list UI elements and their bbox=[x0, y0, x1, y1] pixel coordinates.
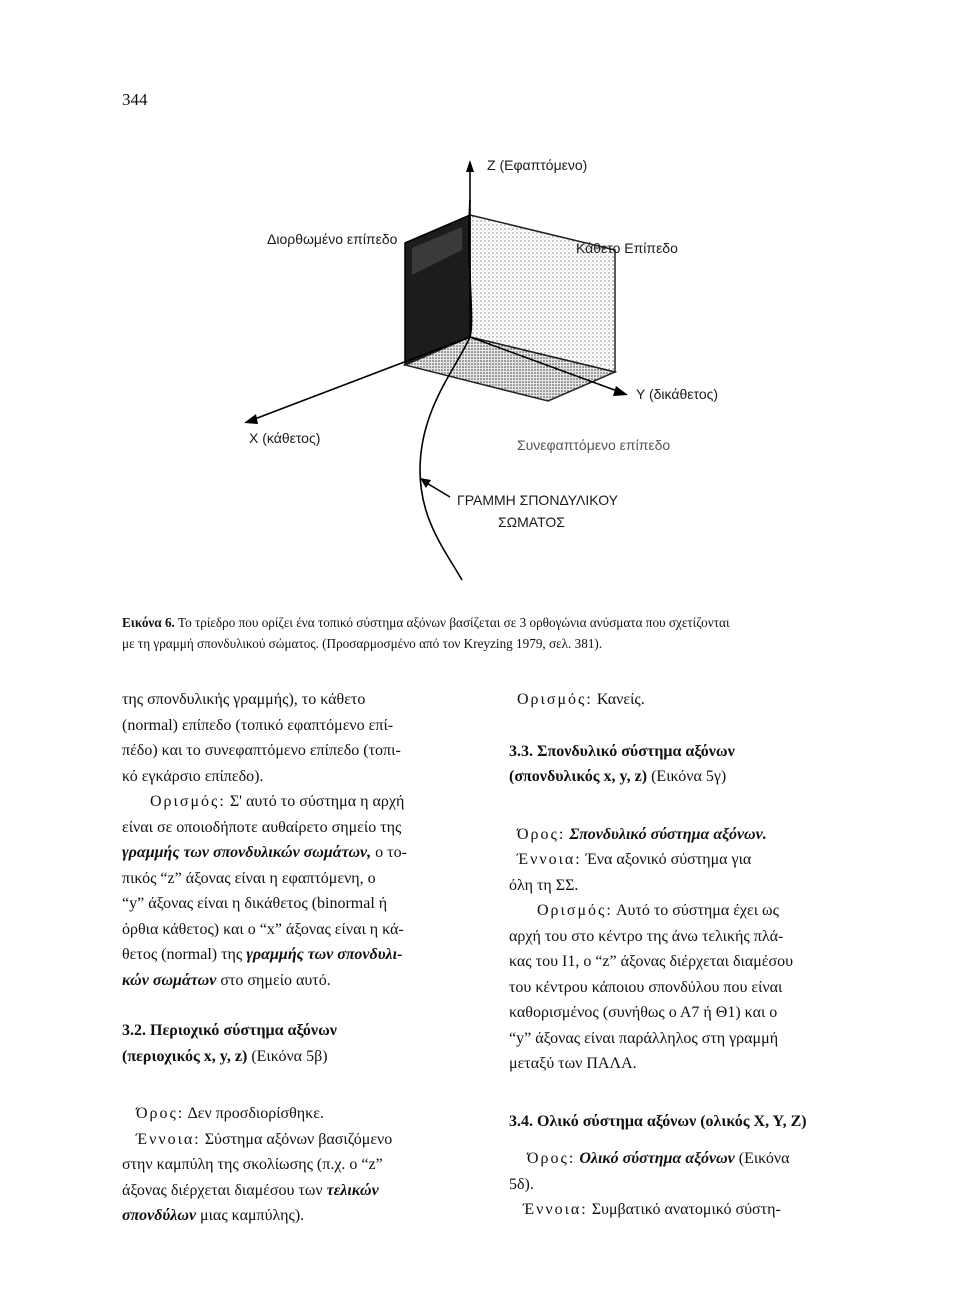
right-definition2-line-2: αρχή του στο κέντρο της άνω τελικής πλά- bbox=[509, 927, 784, 945]
normal-plane-label: Κάθετο Επίπεδο bbox=[576, 240, 678, 256]
y-axis-arrow bbox=[613, 386, 628, 396]
section-3-3-heading-2: (σπονδυλικός x, y, z) bbox=[509, 768, 648, 785]
right-definition-label: Ορισμός: bbox=[517, 691, 593, 708]
vertebral-line-pointer bbox=[425, 482, 450, 497]
caption-line-2: με τη γραμμή σπονδυλικού σώματος. (Προσαρμοσμένο από τον Kreyzing 1979, σελ. 381). bbox=[122, 636, 603, 651]
right-definition2-line-3: κας του Ι1, ο “z” άξονας διέρχεται διαμέσου bbox=[509, 953, 794, 970]
term-value: Δεν προσδιορίσθηκε. bbox=[184, 1105, 324, 1122]
definition-line-6: όρθια κάθετος) και ο “x” άξονας είναι η κά- bbox=[122, 920, 404, 938]
definition-term: Ορισμός: bbox=[150, 793, 226, 810]
concept-line-3-bold: τελικών bbox=[326, 1181, 379, 1199]
right-definition2-line-7: μεταξύ των ΠΑΛΑ. bbox=[509, 1055, 637, 1072]
right-column bbox=[509, 687, 869, 1223]
section-3-3-heading-1: 3.3. Σπονδυλικό σύστημα αξόνων bbox=[509, 742, 735, 760]
concept-line-3: άξονας διέρχεται διαμέσου των bbox=[122, 1181, 327, 1199]
concept-line-4-bold: σπονδύλων bbox=[122, 1207, 197, 1224]
left-p1-line-3: πέδο) και το συνεφαπτόμενο επίπεδο (τοπι- bbox=[122, 742, 401, 759]
right-definition2-line-4: του κέντρου κάποιου σπονδύλου που είναι bbox=[509, 978, 783, 996]
definition-line-1: Σ' αυτό το σύστημα η αρχή bbox=[225, 793, 405, 810]
right-term-value: Σπονδυλικό σύστημα αξόνων. bbox=[565, 825, 767, 843]
right-concept-line-1: Ένα αξονικό σύστημα για bbox=[581, 851, 752, 868]
right-term-label: Όρος: bbox=[517, 825, 566, 843]
right-definition2-line-6: “y” άξονας είναι παράλληλος στη γραμμή bbox=[509, 1029, 779, 1047]
definition-line-4: πικός “z” άξονας είναι η εφαπτόμενη, ο bbox=[122, 869, 376, 887]
x-axis-label: X (κάθετος) bbox=[249, 430, 321, 446]
definition-line-3-bold: γραμμής των σπονδυλικών σωμάτων, bbox=[122, 844, 372, 861]
x-axis-arrow bbox=[244, 414, 258, 424]
vertebral-line-label-2: ΣΩΜΑΤΟΣ bbox=[498, 514, 565, 530]
caption-label: Εικόνα 6. bbox=[122, 615, 175, 630]
left-p1-line-1: της σπονδυλικής γραμμής), το κάθετο bbox=[122, 691, 366, 708]
concept-line-4: μιας καμπύλης). bbox=[196, 1207, 305, 1224]
definition-line-8: στο σημείο αυτό. bbox=[216, 971, 331, 989]
section-3-3-figure-ref: (Εικόνα 5γ) bbox=[647, 768, 727, 785]
right-definition2-line-5: καθορισμένος (συνήθως ο Α7 ή Θ1) και ο bbox=[509, 1004, 778, 1021]
rectified-plane-label: Διορθωμένο επίπεδο bbox=[267, 231, 398, 247]
section-3-4-heading: 3.4. Ολικό σύστημα αξόνων (ολικός X, Y, Z) bbox=[509, 1112, 807, 1130]
section-3-2-heading-1: 3.2. Περιοχικό σύστημα αξόνων bbox=[122, 1022, 337, 1039]
right-term2-line-2: 5δ). bbox=[509, 1175, 534, 1193]
z-axis-arrow bbox=[466, 160, 474, 172]
right-term2-value: Ολικό σύστημα αξόνων bbox=[575, 1150, 735, 1167]
term-label: Όρος: bbox=[136, 1105, 185, 1122]
left-p1-line-4: κό εγκάρσιο επίπεδο). bbox=[122, 767, 264, 785]
concept-label: Έννοια: bbox=[136, 1130, 201, 1148]
definition-line-3: ο το- bbox=[371, 844, 407, 861]
left-column bbox=[122, 687, 498, 1229]
right-concept2-value: Συμβατικό ανατομικό σύστη- bbox=[587, 1201, 781, 1218]
figure-6-trihedron bbox=[0, 0, 960, 600]
left-p1-line-2: (normal) επίπεδο (τοπικό εφαπτόμενο επί- bbox=[122, 716, 394, 734]
definition-line-5: “y” άξονας είναι η δικάθετος (binormal ή bbox=[122, 895, 388, 912]
right-definition2-line-1: Αυτό το σύστημα έχει ως bbox=[612, 902, 779, 919]
caption-line-1: Το τρίεδρο που ορίζει ένα τοπικό σύστημα αξόνων βασίζεται σε 3 ορθογώνια ανύσματα που σχετίζονται bbox=[177, 615, 730, 630]
right-definition2-label: Ορισμός: bbox=[537, 902, 613, 919]
right-term2-label: Όρος: bbox=[527, 1150, 576, 1167]
definition-line-7-bold: γραμμής των σπονδυλι- bbox=[246, 946, 403, 963]
right-concept-label: Έννοια: bbox=[517, 851, 582, 868]
z-axis-label: Z (Εφαπτόμενο) bbox=[487, 157, 588, 173]
right-definition-value: Κανείς. bbox=[592, 691, 645, 708]
x-axis-line bbox=[252, 337, 470, 420]
y-axis-label: Y (δικάθετος) bbox=[636, 386, 719, 402]
figure-caption bbox=[122, 612, 872, 654]
definition-line-2: είναι σε οποιοδήποτε αυθαίρετο σημείο της bbox=[122, 818, 402, 836]
definition-line-8-bold: κών σωμάτων bbox=[122, 971, 217, 989]
section-3-2-heading-2: (περιοχικός x, y, z) bbox=[122, 1047, 248, 1065]
definition-line-7: θετος (normal) της bbox=[122, 946, 247, 963]
right-concept2-label: Έννοια: bbox=[523, 1201, 588, 1218]
vertebral-line-label-1: ΓΡΑΜΜΗ ΣΠΟΝΔΥΛΙΚΟΥ bbox=[457, 492, 618, 508]
concept-line-2: στην καμπύλη της σκολίωσης (π.χ. ο “z” bbox=[122, 1156, 383, 1173]
right-term2-figure-ref: (Εικόνα bbox=[734, 1150, 790, 1167]
concept-line-1: Σύστημα αξόνων βασιζόμενο bbox=[200, 1130, 393, 1148]
osculating-plane-label: Συνεφαπτόμενο επίπεδο bbox=[517, 437, 671, 453]
section-3-2-figure-ref: (Εικόνα 5β) bbox=[247, 1047, 328, 1065]
right-concept-line-2: όλη τη ΣΣ. bbox=[509, 876, 579, 894]
page-number: 344 bbox=[122, 90, 148, 109]
